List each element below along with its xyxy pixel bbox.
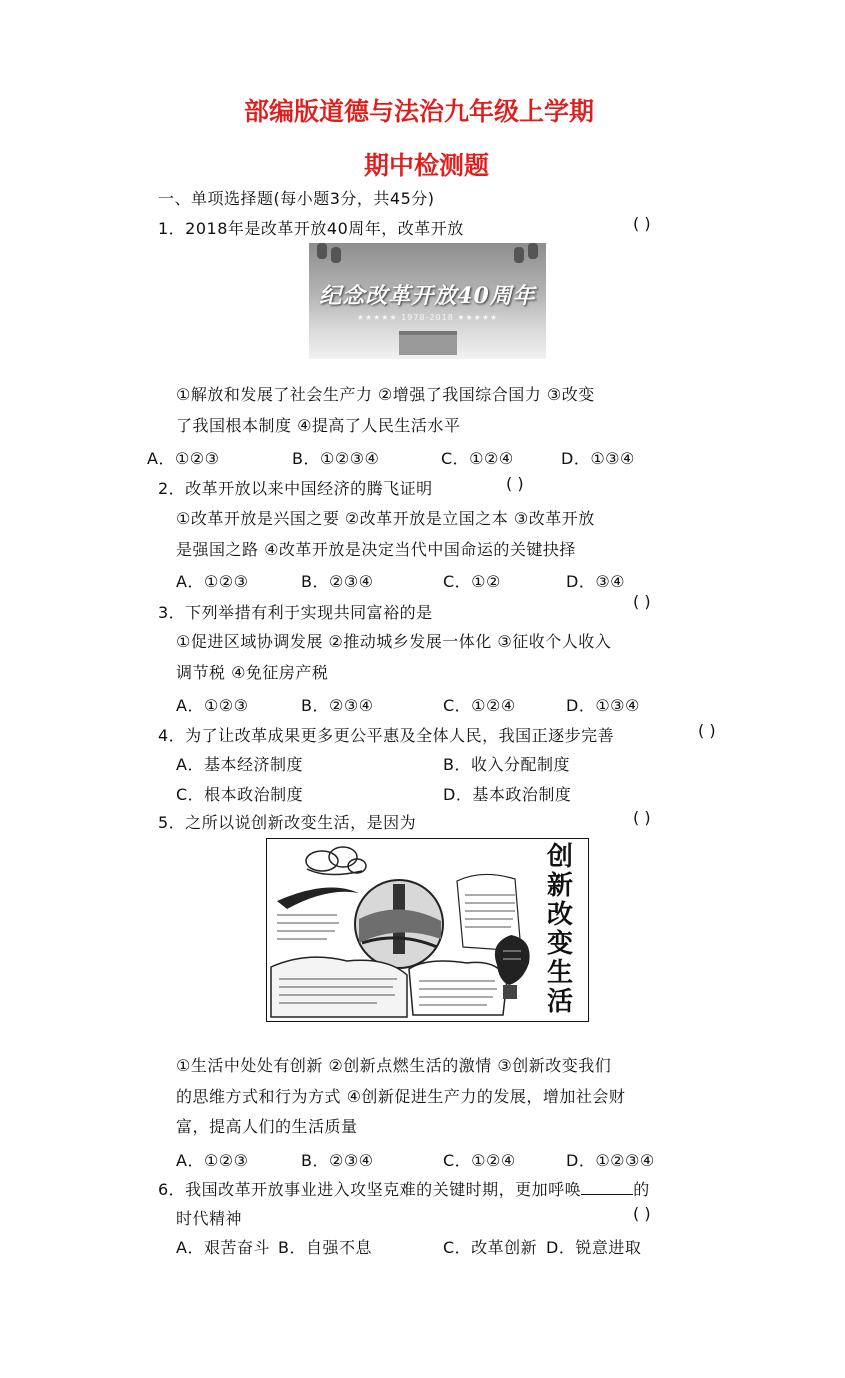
question-5-answer-paren: ( )	[633, 808, 651, 827]
question-5-option-c: C．①②④	[443, 1151, 516, 1170]
question-5-statement-line2: 的思维方式和行为方式 ④创新促进生产力的发展，增加社会财	[176, 1087, 626, 1106]
title-char: 创	[546, 842, 573, 872]
lantern-icon	[331, 247, 341, 263]
section-heading: 一、单项选择题(每小题3分，共45分)	[158, 189, 435, 208]
question-4-option-a: A．基本经济制度	[176, 755, 303, 774]
question-4-option-b: B．收入分配制度	[443, 755, 570, 774]
question-1-statement-line2: 了我国根本制度 ④提高了人民生活水平	[176, 416, 461, 435]
poster-illustration	[267, 839, 588, 1021]
question-5-stem: 5．之所以说创新改变生活，是因为	[158, 813, 417, 832]
innovation-poster-image	[266, 838, 589, 1022]
question-1-option-c: C．①②④	[441, 449, 514, 468]
question-2-option-d: D．③④	[566, 572, 626, 591]
title-char: 新	[546, 871, 573, 901]
question-2-option-c: C．①②	[443, 572, 501, 591]
lantern-icon	[514, 247, 524, 263]
question-3-option-c: C．①②④	[443, 696, 516, 715]
question-6-stem-after: 的	[633, 1180, 650, 1199]
question-1-stem: 1．2018年是改革开放40周年，改革开放	[158, 219, 464, 238]
question-1-statement-line1: ①解放和发展了社会生产力 ②增强了我国综合国力 ③改变	[176, 385, 595, 404]
question-3-option-a: A．①②③	[176, 696, 249, 715]
title-char: 变	[546, 929, 573, 959]
question-5-statement-line1: ①生活中处处有创新 ②创新点燃生活的激情 ③创新改变我们	[176, 1056, 612, 1075]
title-char: 生	[546, 958, 573, 988]
answer-blank	[581, 1180, 633, 1195]
question-1-option-b: B．①②③④	[292, 449, 380, 468]
question-5-option-a: A．①②③	[176, 1151, 249, 1170]
question-2-option-a: A．①②③	[176, 572, 249, 591]
question-3-stem: 3．下列举措有利于实现共同富裕的是	[158, 603, 433, 622]
question-2-answer-paren: ( )	[506, 474, 524, 493]
cloud-text-box	[409, 961, 507, 1015]
question-5-option-d: D．①②③④	[566, 1151, 655, 1170]
lantern-icon	[528, 243, 538, 259]
image-banner-text: 纪念改革开放40周年	[319, 283, 536, 309]
question-4-option-c: C．根本政治制度	[176, 785, 304, 804]
question-6-answer-paren: ( )	[633, 1204, 651, 1223]
image-years-text: ★★★★★ 1978-2018 ★★★★★	[356, 313, 499, 322]
question-6-option-b: B．自强不息	[278, 1238, 372, 1257]
question-3-statement-line2: 调节税 ④免征房产税	[176, 663, 329, 682]
question-3-option-d: D．①③④	[566, 696, 640, 715]
question-3-option-b: B．②③④	[301, 696, 374, 715]
question-6-option-c: C．改革创新	[443, 1238, 538, 1257]
question-5-statement-line3: 富，提高人们的生活质量	[176, 1117, 358, 1136]
question-2-statement-line1: ①改革开放是兴国之要 ②改革开放是立国之本 ③改革开放	[176, 509, 595, 528]
question-4-answer-paren: ( )	[698, 721, 716, 740]
question-1-option-a: A．①②③	[147, 449, 220, 468]
question-3-answer-paren: ( )	[633, 592, 651, 611]
question-5-option-b: B．②③④	[301, 1151, 374, 1170]
gate-building-icon	[399, 331, 457, 355]
question-3-statement-line1: ①促进区域协调发展 ②推动城乡发展一体化 ③征收个人收入	[176, 632, 612, 651]
question-4-stem: 4．为了让改革成果更多更公平惠及全体人民，我国正逐步完善	[158, 726, 615, 745]
question-2-option-b: B．②③④	[301, 572, 374, 591]
question-6-stem-line2: 时代精神	[176, 1209, 243, 1228]
poster-vertical-title	[542, 843, 578, 1017]
question-2-stem: 2．改革开放以来中国经济的腾飞证明	[158, 479, 433, 498]
title-char: 改	[546, 900, 573, 930]
reform-anniversary-image	[309, 243, 546, 359]
document-title-line2: 期中检测题	[364, 151, 490, 180]
swoosh-shape	[277, 888, 359, 909]
lantern-icon	[317, 243, 327, 259]
title-char: 活	[546, 987, 573, 1017]
question-1-answer-paren: ( )	[633, 214, 651, 233]
question-6-option-d: D．锐意进取	[546, 1238, 642, 1257]
question-6-option-a: A．艰苦奋斗	[176, 1238, 270, 1257]
question-1-option-d: D．①③④	[561, 449, 635, 468]
question-6-stem-before: 6．我国改革开放事业进入攻坚克难的关键时期，更加呼唤	[158, 1180, 582, 1199]
document-title-line1: 部编版道德与法治九年级上学期	[244, 97, 595, 126]
cloud-icon	[306, 847, 366, 875]
question-6-stem	[158, 1177, 650, 1200]
question-4-option-d: D．基本政治制度	[443, 785, 572, 804]
question-2-statement-line2: 是强国之路 ④改革开放是决定当代中国命运的关键抉择	[176, 540, 576, 559]
